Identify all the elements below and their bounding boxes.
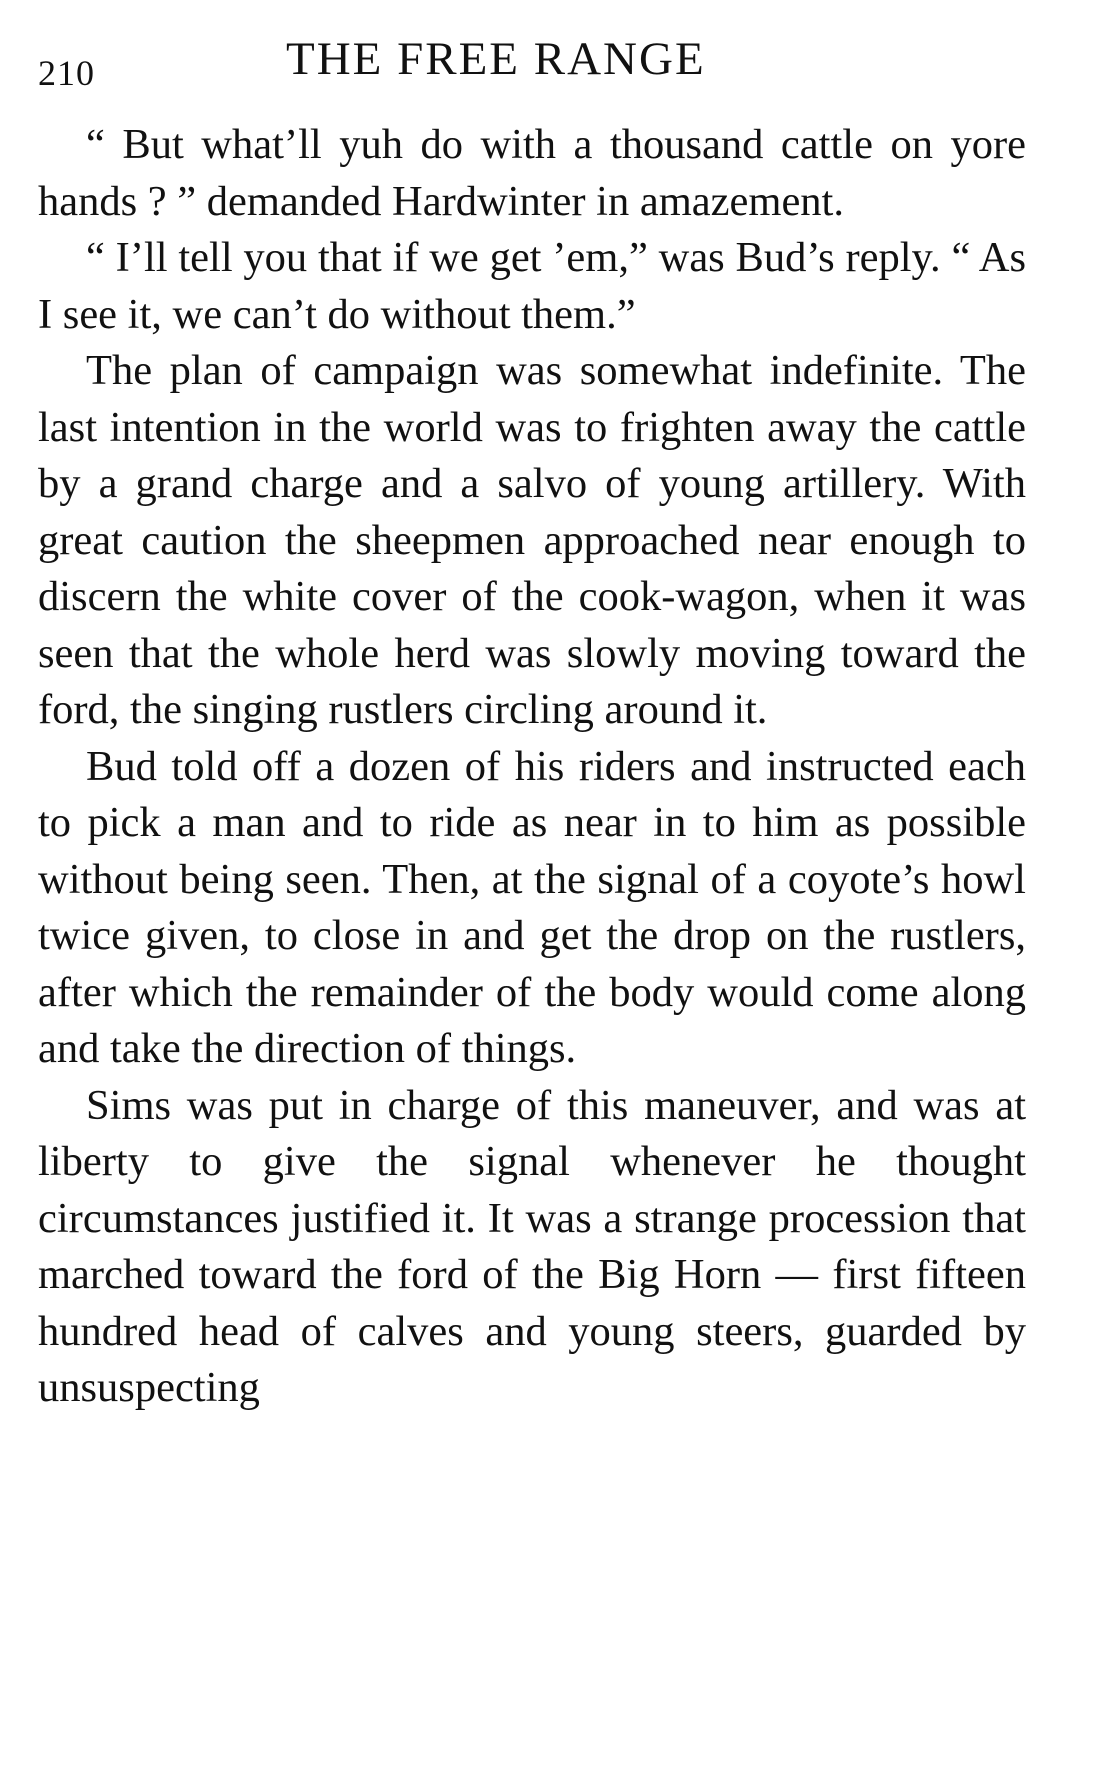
running-head: THE FREE RANGE bbox=[286, 33, 706, 85]
paragraph: Sims was put in charge of this maneuver, and was at liberty to give the signal whenever he thought circumstances justified it. It was a strange procession that marched toward the ford of the Big Horn — first fifteen hundred head of calves and young steers, guarded by unsuspecting bbox=[38, 1081, 1026, 1411]
paragraph: “ But what’ll yuh do with a thousand cattle on yore hands ? ” demanded Hardwinter in amazement. bbox=[38, 121, 1026, 225]
paragraph: The plan of campaign was somewhat indefinite. The last intention in the world was to frighten away the cattle by a grand charge and a salvo of young artillery. With great caution the sheepmen approached near enough to discern the white cover of the cook-wagon, when it was seen that the whole herd was slowly moving toward the ford, the singing rustlers circling around it. bbox=[38, 347, 1026, 733]
paragraph: Bud told off a dozen of his riders and instructed each to pick a man and to ride as near in to him as possible without being seen. Then, at the signal of a coyote’s howl twice given, to close in and get the drop on the rustlers, after which the remainder of the body would come along and take the direction of things. bbox=[38, 742, 1026, 1072]
page-number: 210 bbox=[38, 53, 95, 93]
page-header bbox=[38, 22, 1028, 92]
body-text bbox=[38, 117, 1026, 1417]
paragraph: “ I’ll tell you that if we get ’em,” was Bud’s reply. “ As I see it, we can’t do without them.” bbox=[38, 234, 1026, 338]
